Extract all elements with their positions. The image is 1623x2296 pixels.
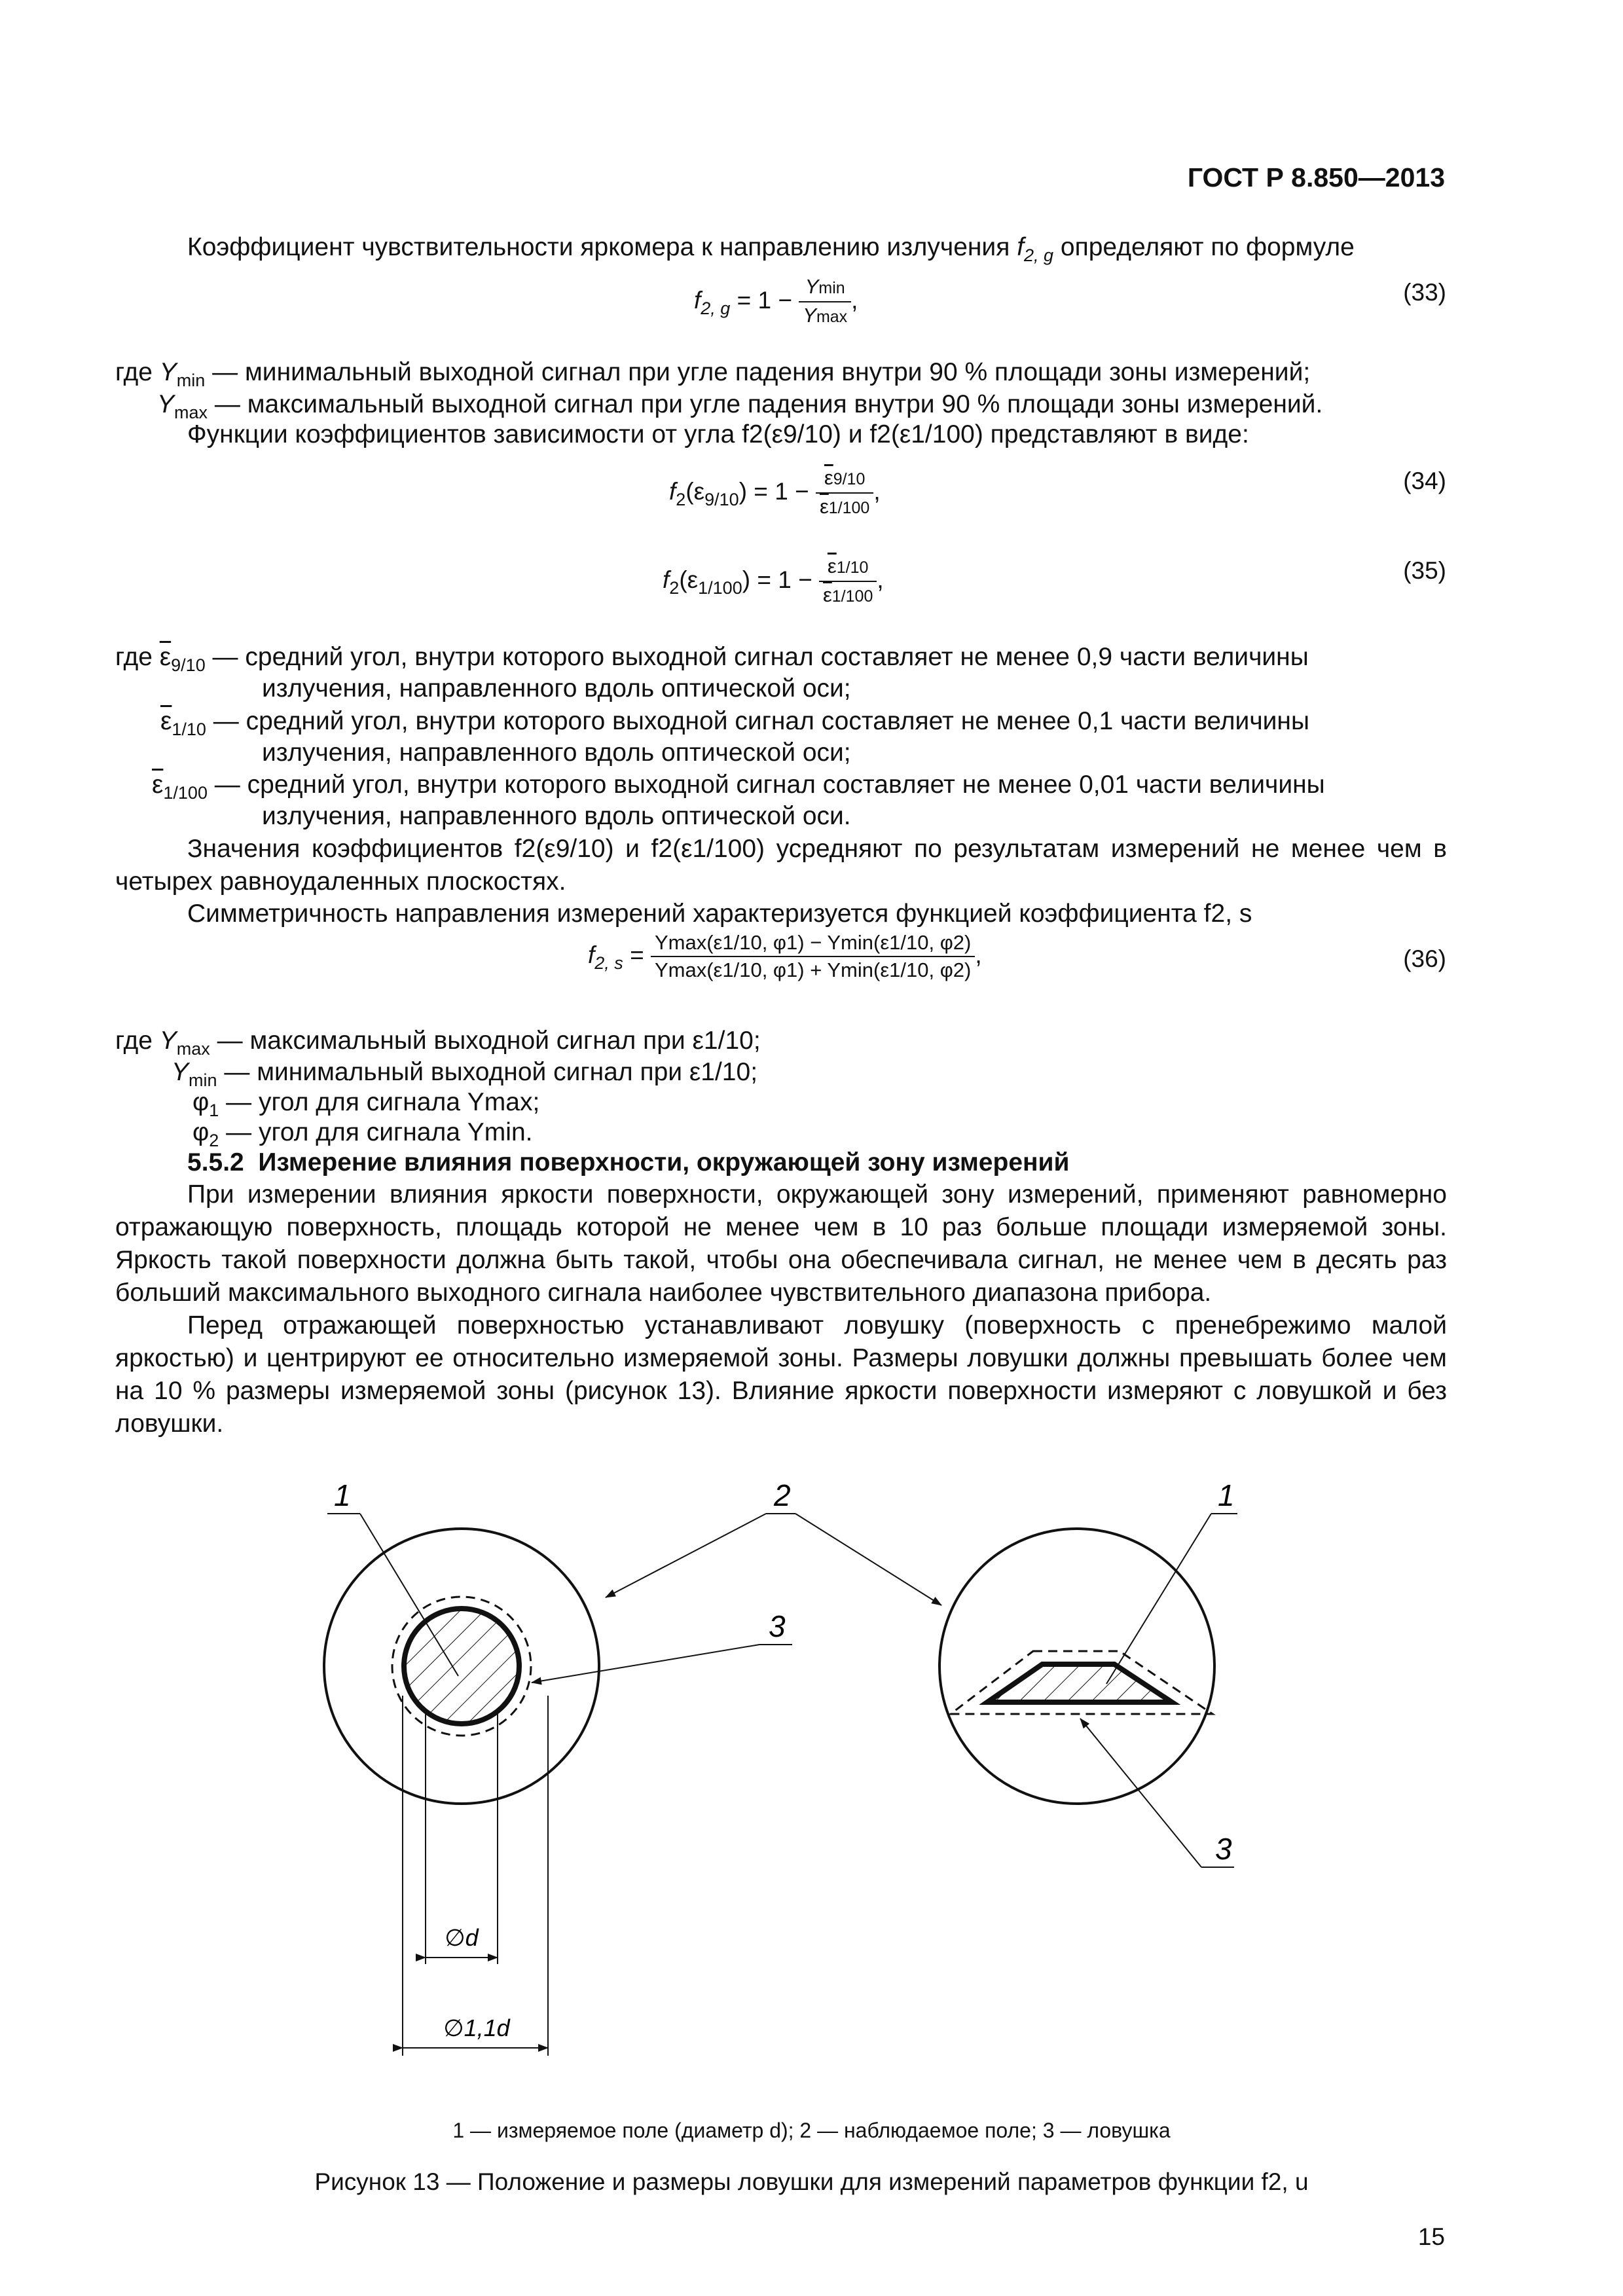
figure-caption: Рисунок 13 — Положение и размеры ловушки для измерений параметров функции f2, u: [314, 2168, 1309, 2195]
left-trap-circle: [392, 1597, 531, 1736]
paragraph-sensitivity-intro: Коэффициент чувствительности яркомера к направлению излучения $f_{2, g}$ определяют по формуле: [187, 233, 1355, 265]
page-number: 15: [1417, 2223, 1445, 2250]
dim-1-1d-label: ∅1,1d: [443, 2014, 510, 2041]
document-header: ГОСТ Р 8.850—2013: [1187, 162, 1445, 192]
where-item-eps-1-100: $\overline{\varepsilon}_{1/100}$ — средний угол, внутри которого выходной сигнал составляет не менее 0,01 части величины: [152, 771, 1325, 803]
dim-d-label: ∅d: [445, 1924, 479, 1951]
label-1-left: 1: [334, 1478, 351, 1512]
where-item-eps-1-10-cont: излучения, направленного вдоль оптической оси;: [262, 738, 851, 767]
paragraph-angle-functions: Функции коэффициентов зависимости от угла f2(ε9/10) и f2(ε1/100) представляют в виде:: [187, 420, 1249, 448]
where-item-eps-9-10-cont: излучения, направленного вдоль оптической оси;: [262, 674, 851, 702]
label-1-right: 1: [1218, 1478, 1235, 1512]
equation-35: $f_2(\varepsilon_{1/100}) = 1$ − $\frac{\overline{\varepsilon}1/10}{\overline{\varepsilon}1/100}$ ,: [663, 555, 884, 606]
equation-number-35: (35): [1403, 557, 1446, 584]
paragraph-symmetry: Симметричность направления измерений характеризуется функцией коэффициента f2, s: [187, 900, 1252, 928]
right-trap-trapezoid: [951, 1651, 1213, 1714]
where-item-ymin: где $Y_{min}$ — минимальный выходной сигнал при угле падения внутри 90 % площади зоны измерений;: [115, 358, 1311, 390]
left-measured-field-circle: [404, 1609, 519, 1724]
paragraph-trap: Перед отражающей поверхностью устанавливают ловушку (поверхность с пренебрежимо малой яркостью) и центрируют ее относительно измеряемой зоны. Размеры ловушки должны превышать более чем на 10 % размеры измеряемой зоны (рисунок 13). Влияние яркости поверхности измеряют с ловушкой и без ловушки.: [115, 1311, 1447, 1438]
label-3-right: 3: [1215, 1832, 1232, 1866]
left-observed-field-circle: [324, 1529, 599, 1804]
equation-36: $f_{2, s}$ = $\frac{Ymax(\varepsilon 1/10, \varphi 1) - Ymin(\varepsilon 1/10, \varphi 2)}{Ymax(\varepsilon 1/10, \varphi 1) + Ymin(\varepsilon 1/10, \varphi 2)}$ ,: [588, 931, 982, 981]
where-item-eps-1-10: $\overline{\varepsilon}_{1/10}$ — средний угол, внутри которого выходной сигнал составляет не менее 0,1 части величины: [160, 707, 1309, 739]
where-item-phi1: $\varphi_1$ — угол для сигнала Ymax;: [192, 1088, 540, 1120]
right-observed-field-circle: [939, 1529, 1214, 1804]
section-heading: 5.5.2 Измерение влияния поверхности, окружающей зону измерений: [187, 1148, 1070, 1176]
label-2: 2: [774, 1478, 791, 1512]
where-item-ymax: $Y_{max}$ — максимальный выходной сигнал при угле падения внутри 90 % площади зоны измерений.: [157, 390, 1323, 422]
paragraph-surface-influence: При измерении влияния яркости поверхности, окружающей зону измерений, применяют равномерно отражающую поверхность, площадь которой не менее чем в 10 раз больше площади измеряемой зоны. Яркость такой поверхности должна быть такой, чтобы она обеспечивала сигнал, не менее чем в десять раз больший максимального выходного сигнала наиболее чувствительного диапазона прибора.: [115, 1180, 1447, 1307]
where-item-eps-9-10: где $\overline{\varepsilon}_{9/10}$ — средний угол, внутри которого выходной сигнал составляет не менее 0,9 части величины: [115, 643, 1309, 675]
equation-number-36: (36): [1403, 945, 1446, 972]
equation-number-33: (33): [1403, 279, 1446, 306]
where-item-ymin-36: $Y_{min}$ — минимальный выходной сигнал при ε1/10;: [172, 1058, 758, 1090]
right-measured-field-trapezoid: [987, 1664, 1172, 1702]
figure-legend: 1 — измеряемое поле (диаметр d); 2 — наблюдаемое поле; 3 — ловушка: [452, 2119, 1171, 2142]
equation-33: $f_{2, g} = 1$ − $\frac{Ymin}{Ymax}$ ,: [694, 275, 858, 327]
label-3-left: 3: [769, 1609, 786, 1643]
where-item-eps-1-100-cont: излучения, направленного вдоль оптической оси.: [262, 802, 851, 830]
equation-number-34: (34): [1403, 467, 1446, 494]
where-item-phi2: $\varphi_2$ — угол для сигнала Ymin.: [192, 1118, 533, 1150]
equation-34: $f_2(\varepsilon_{9/10}) = 1$ − $\frac{\overline{\varepsilon}9/10}{\overline{\varepsilon}1/100}$ ,: [669, 466, 881, 518]
paragraph-averaging: Значения коэффициентов f2(ε9/10) и f2(ε1/100) усредняют по результатам измерений не менее чем в четырех равноудаленных плоскостях.: [115, 835, 1447, 896]
where-item-ymax-36: где $Y_{max}$ — максимальный выходной сигнал при ε1/10;: [115, 1027, 761, 1059]
